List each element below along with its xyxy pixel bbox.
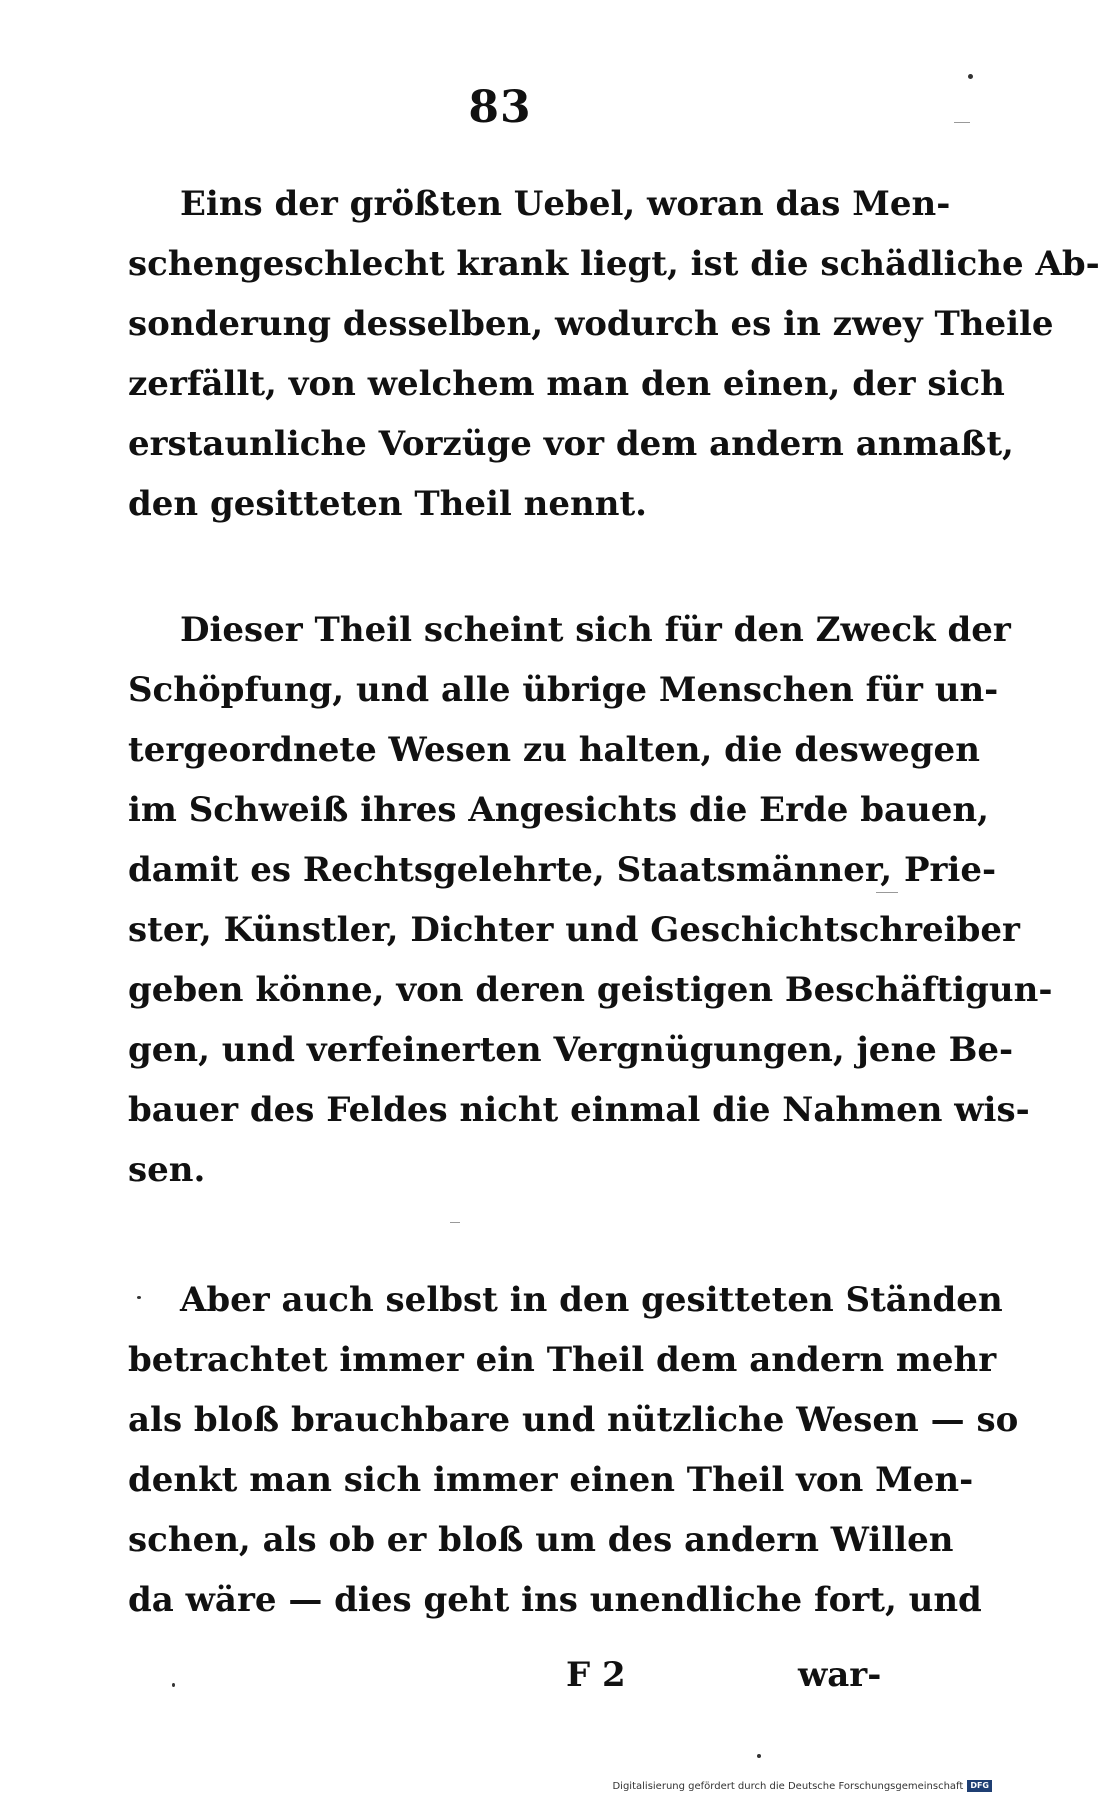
text-line: Dieser Theil scheint sich für den Zweck der (180, 610, 1011, 650)
text-line: damit es Rechtsgelehrte, Staatsmänner, Prie- (128, 850, 997, 890)
text-line: Schöpfung, und alle übrige Menschen für un- (128, 670, 999, 710)
credit-text: Digitalisierung gefördert durch die Deutsche Forschungsgemeinschaft (612, 1780, 964, 1792)
text-line: als bloß brauchbare und nützliche Wesen — so (128, 1400, 1019, 1440)
text-line: betrachtet immer ein Theil dem andern mehr (128, 1340, 997, 1380)
paragraph-3 (128, 1270, 1019, 1630)
catchword: war- (798, 1655, 882, 1695)
text-line: da wäre — dies geht ins unendliche fort, und (128, 1580, 982, 1620)
paragraph-1 (128, 174, 1100, 534)
scan-speck (757, 1754, 761, 1758)
text-line: schengeschlecht krank liegt, ist die schädliche Ab- (128, 244, 1100, 284)
text-line: sen. (128, 1150, 206, 1190)
signature-mark: F 2 (566, 1655, 626, 1695)
scan-mark (876, 892, 898, 893)
text-line: denkt man sich immer einen Theil von Men- (128, 1460, 974, 1500)
page-number: 83 (468, 82, 532, 133)
scan-mark (450, 1222, 460, 1223)
text-line: im Schweiß ihres Angesichts die Erde bauen, (128, 790, 989, 830)
digitization-credit (612, 1780, 992, 1792)
text-line: erstaunliche Vorzüge vor dem andern anmaßt, (128, 424, 1014, 464)
text-line: sonderung desselben, wodurch es in zwey Theile (128, 304, 1054, 344)
dfg-logo: DFG (967, 1780, 992, 1792)
text-line: geben könne, von deren geistigen Beschäftigun- (128, 970, 1053, 1010)
text-line: Eins der größten Uebel, woran das Men- (180, 184, 951, 224)
text-line: bauer des Feldes nicht einmal die Nahmen wis- (128, 1090, 1030, 1130)
text-line: zerfällt, von welchem man den einen, der sich (128, 364, 1005, 404)
scan-speck (137, 1296, 141, 1299)
text-line: den gesitteten Theil nennt. (128, 484, 648, 524)
text-line: ster, Künstler, Dichter und Geschichtschreiber (128, 910, 1020, 950)
paragraph-2 (128, 600, 1053, 1200)
page-footer (0, 1650, 1000, 1700)
text-line: schen, als ob er bloß um des andern Willen (128, 1520, 954, 1560)
scan-speck (172, 1683, 175, 1687)
text-line: gen, und verfeinerten Vergnügungen, jene Be- (128, 1030, 1014, 1070)
scan-speck (968, 74, 973, 79)
text-line: tergeordnete Wesen zu halten, die deswegen (128, 730, 980, 770)
text-line: Aber auch selbst in den gesitteten Ständen (180, 1280, 1003, 1320)
scan-mark (954, 122, 970, 123)
